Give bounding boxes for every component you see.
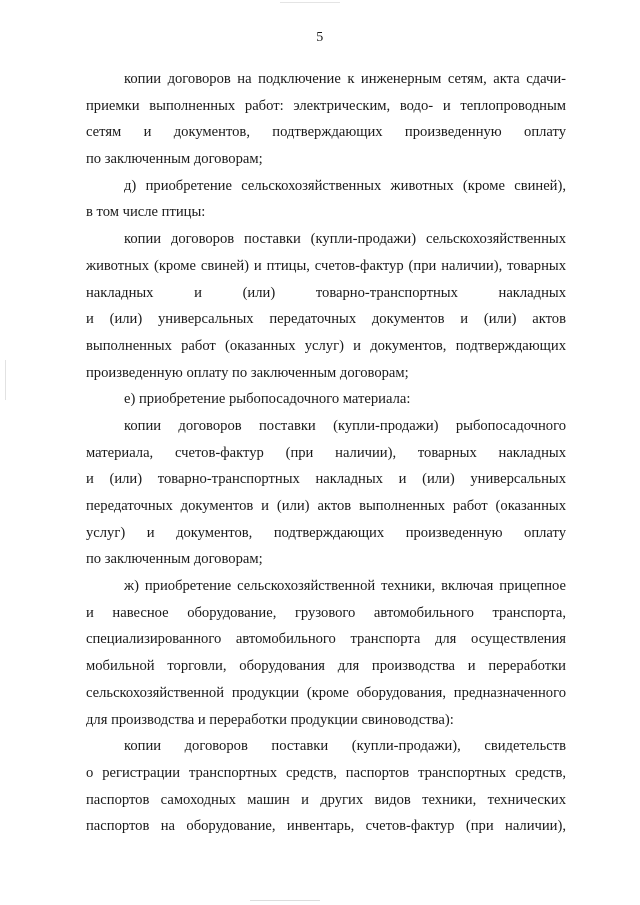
page-number: 5 xyxy=(316,30,324,45)
text-line: о регистрации транспортных средств, паспортов транспортных средств, xyxy=(86,764,566,781)
text-line: паспортов на оборудование, инвентарь, счетов-фактур (при наличии), xyxy=(86,818,566,835)
text-line: копии договоров поставки (купли-продажи), свидетельств xyxy=(124,738,566,755)
scan-artifact-bottom xyxy=(250,900,320,901)
text-line: и (или) товарно-транспортных накладных и (или) универсальных xyxy=(86,471,566,488)
text-line: е) приобретение рыбопосадочного материала: xyxy=(124,391,411,408)
text-line: мобильной торговли, оборудования для производства и переработки xyxy=(86,658,566,675)
document-body xyxy=(86,66,566,840)
text-line: произведенную оплату по заключенным договорам; xyxy=(86,364,409,381)
text-line: животных (кроме свиней) и птицы, счетов-фактур (при наличии), товарных xyxy=(86,257,566,274)
text-line: копии договоров поставки (купли-продажи) рыбопосадочного xyxy=(124,417,566,434)
scan-artifact-margin xyxy=(5,360,6,400)
text-line: в том числе птицы: xyxy=(86,204,206,221)
text-line: специализированного автомобильного транспорта для осуществления xyxy=(86,631,566,648)
text-line: выполненных работ (оказанных услуг) и документов, подтверждающих xyxy=(86,337,566,354)
text-line: приемки выполненных работ: электрическим, водо- и теплопроводным xyxy=(86,97,566,114)
text-line: накладных и (или) товарно-транспортных накладных xyxy=(86,284,566,301)
text-line: для производства и переработки продукции свиноводства): xyxy=(86,711,454,728)
text-line: ж) приобретение сельскохозяйственной техники, включая прицепное xyxy=(124,578,566,595)
text-line: услуг) и документов, подтверждающих произведенную оплату xyxy=(86,524,566,541)
text-line: сельскохозяйственной продукции (кроме оборудования, предназначенного xyxy=(86,684,566,701)
text-line: материала, счетов-фактур (при наличии), товарных накладных xyxy=(86,444,566,461)
text-line: по заключенным договорам; xyxy=(86,551,263,568)
text-line: копии договоров поставки (купли-продажи) сельскохозяйственных xyxy=(124,231,566,248)
text-line: паспортов самоходных машин и других видов техники, технических xyxy=(86,791,566,808)
text-line: передаточных документов и (или) актов выполненных работ (оказанных xyxy=(86,498,566,514)
text-line: копии договоров на подключение к инженерным сетям, акта сдачи- xyxy=(124,71,566,87)
text-line: сетям и документов, подтверждающих произведенную оплату xyxy=(86,124,566,141)
text-line: д) приобретение сельскохозяйственных животных (кроме свиней), xyxy=(124,177,566,194)
text-line: по заключенным договорам; xyxy=(86,151,263,168)
scan-artifact-top xyxy=(280,2,340,3)
text-line: и (или) универсальных передаточных документов и (или) актов xyxy=(86,311,566,328)
text-line: и навесное оборудование, грузового автомобильного транспорта, xyxy=(86,604,566,621)
